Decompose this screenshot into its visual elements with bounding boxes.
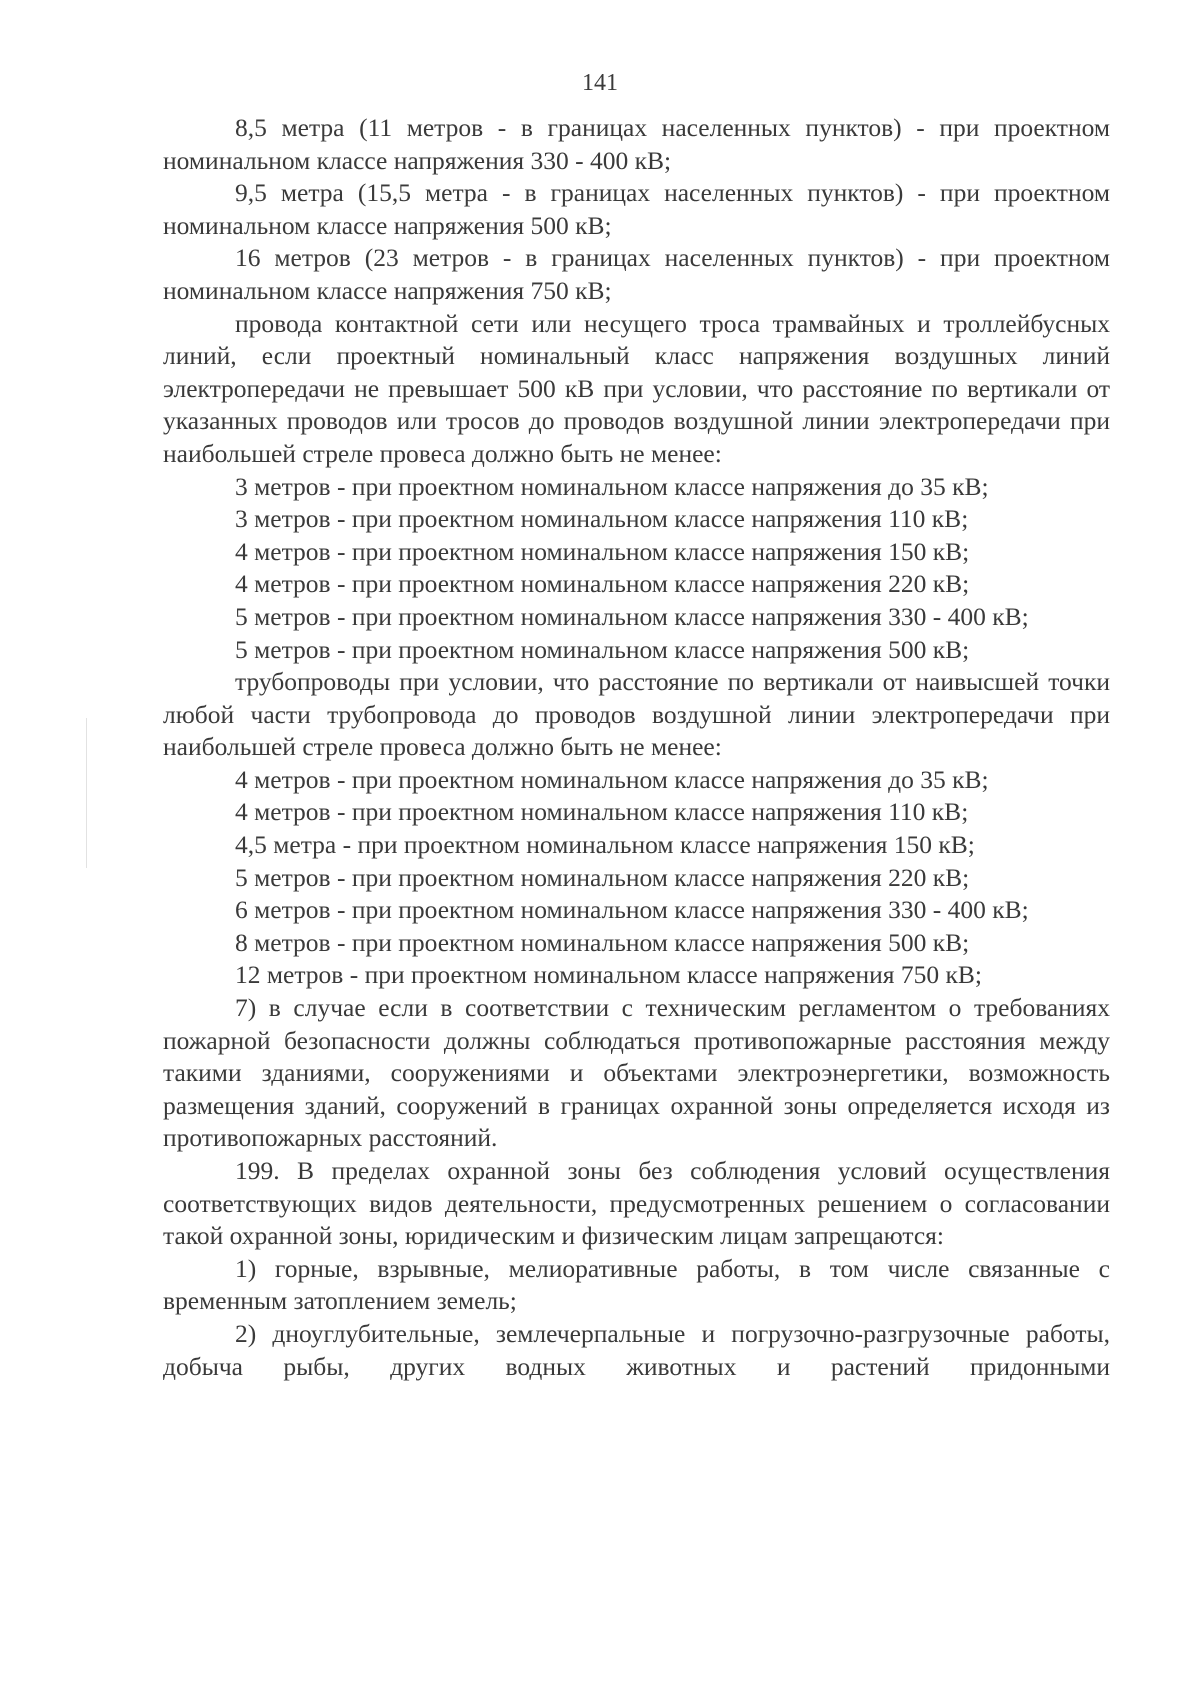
paragraph: 9,5 метра (15,5 метра - в границах населенных пунктов) - при проектном номинальном классе напряжения 500 кВ; <box>163 178 1110 240</box>
paragraph: 8 метров - при проектном номинальном классе напряжения 500 кВ; <box>235 927 970 957</box>
paragraph: 5 метров - при проектном номинальном классе напряжения 220 кВ; <box>235 862 970 892</box>
paragraph: 3 метров - при проектном номинальном классе напряжения до 35 кВ; <box>235 471 989 501</box>
page-number: 141 <box>582 70 618 96</box>
paragraph: 12 метров - при проектном номинальном классе напряжения 750 кВ; <box>235 960 982 990</box>
paragraph: 8,5 метра (11 метров - в границах населенных пунктов) - при проектном номинальном классе напряжения 330 - 400 кВ; <box>163 113 1110 175</box>
paragraph: 6 метров - при проектном номинальном классе напряжения 330 - 400 кВ; <box>235 895 1029 925</box>
paragraph: 4 метров - при проектном номинальном классе напряжения 110 кВ; <box>235 797 969 827</box>
paragraph: 1) горные, взрывные, мелиоративные работы, в том числе связанные с временным затоплением земель; <box>163 1253 1110 1316</box>
paragraph: 4 метров - при проектном номинальном классе напряжения до 35 кВ; <box>235 764 989 794</box>
paragraph: 4 метров - при проектном номинальном классе напряжения 220 кВ; <box>235 569 970 599</box>
scan-margin-mark <box>86 718 87 868</box>
paragraph: 7) в случае если в соответствии с техническим регламентом о требованиях пожарной безопасности должны соблюдаться противопожарные расстояния между такими зданиями, сооружениями и объектами электроэнергетики, возможность размещения зданий, сооружений в границах охранной зоны определяется исходя из противопожарных расстояний. <box>163 993 1110 1153</box>
paragraph: 5 метров - при проектном номинальном классе напряжения 500 кВ; <box>235 634 970 664</box>
paragraph: 199. В пределах охранной зоны без соблюдения условий осуществления соответствующих видов деятельности, предусмотренных решением о согласовании такой охранной зоны, юридическим и физическим лицам запрещаются: <box>163 1156 1110 1251</box>
paragraph: 16 метров (23 метров - в границах населенных пунктов) - при проектном номинальном классе напряжения 750 кВ; <box>163 243 1110 305</box>
paragraph: 4,5 метра - при проектном номинальном классе напряжения 150 кВ; <box>235 830 975 860</box>
paragraph: 4 метров - при проектном номинальном классе напряжения 150 кВ; <box>235 536 970 566</box>
paragraph: 2) дноуглубительные, землечерпальные и погрузочно-разгрузочные работы, добыча рыбы, других водных животных и растений придонными <box>163 1318 1110 1381</box>
paragraph: 5 метров - при проектном номинальном классе напряжения 330 - 400 кВ; <box>235 601 1029 631</box>
document-body <box>163 112 1110 1383</box>
paragraph: трубопроводы при условии, что расстояние по вертикали от наивысшей точки любой части трубопровода до проводов воздушной линии электропередачи при наибольшей стреле провеса должно быть не менее: <box>163 667 1110 762</box>
paragraph: 3 метров - при проектном номинальном классе напряжения 110 кВ; <box>235 504 969 534</box>
paragraph: провода контактной сети или несущего троса трамвайных и троллейбусных линий, если проектный номинальный класс напряжения воздушных линий электропередачи не превышает 500 кВ при условии, что расстояние по вертикали от указанных проводов или тросов до проводов воздушной линии электропередачи при наибольшей стреле провеса должно быть не менее: <box>163 308 1110 468</box>
